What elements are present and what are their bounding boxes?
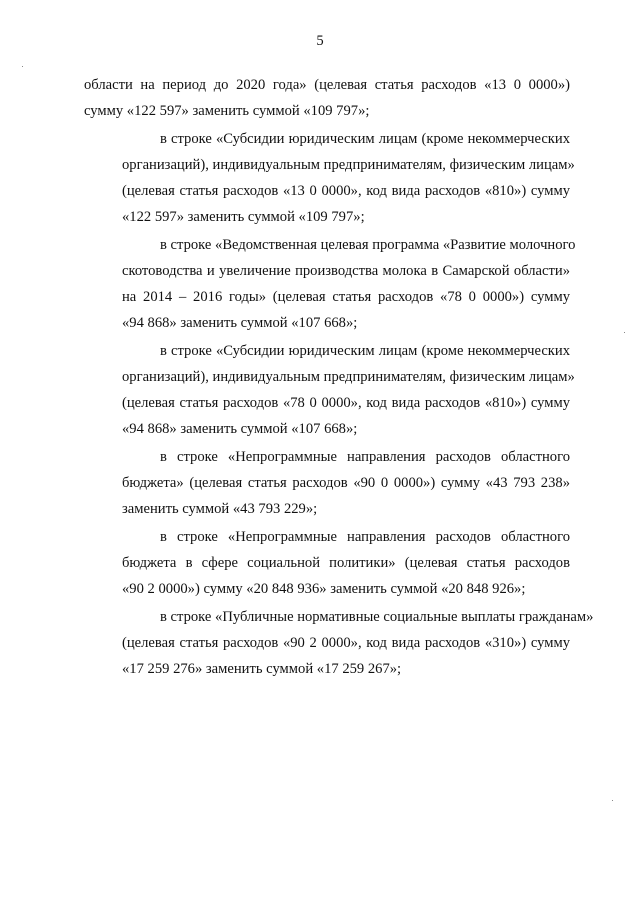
text-line: бюджета» (целевая статья расходов «90 0 0000») сумму «43 793 238» — [122, 475, 570, 491]
text-line: (целевая статья расходов «78 0 0000», код вида расходов «810») сумму — [122, 395, 570, 411]
text-line: бюджета в сфере социальной политики» (целевая статья расходов — [122, 555, 570, 571]
page-number: 5 — [316, 33, 324, 49]
text-line: области на период до 2020 года» (целевая статья расходов «13 0 0000») — [84, 77, 570, 93]
text-line: заменить суммой «43 793 229»; — [122, 501, 318, 517]
paragraph — [84, 72, 570, 124]
text-line: «122 597» заменить суммой «109 797»; — [122, 209, 365, 225]
paragraph — [84, 444, 570, 522]
scan-speck — [22, 66, 23, 67]
text-line: в строке «Непрограммные направления расходов областного — [160, 449, 570, 465]
text-line: «94 868» заменить суммой «107 668»; — [122, 421, 358, 437]
text-line: «17 259 276» заменить суммой «17 259 267»; — [122, 661, 402, 677]
text-line: в строке «Непрограммные направления расходов областного — [160, 529, 570, 545]
text-line: «94 868» заменить суммой «107 668»; — [122, 315, 358, 331]
text-line: организаций), индивидуальным предпринимателям, физическим лицам» — [122, 157, 575, 173]
paragraph — [84, 126, 575, 230]
paragraph — [84, 338, 575, 442]
text-line: скотоводства и увеличение производства молока в Самарской области» — [122, 263, 570, 279]
text-line: в строке «Публичные нормативные социальные выплаты гражданам» — [160, 609, 594, 625]
text-line: «90 2 0000») сумму «20 848 936» заменить суммой «20 848 926»; — [122, 581, 526, 597]
text-line: на 2014 – 2016 годы» (целевая статья расходов «78 0 0000») сумму — [122, 289, 570, 305]
text-line: сумму «122 597» заменить суммой «109 797»; — [84, 103, 370, 119]
text-line: организаций), индивидуальным предпринимателям, физическим лицам» — [122, 369, 575, 385]
paragraph — [84, 232, 576, 336]
document-body — [84, 72, 594, 684]
paragraph — [84, 604, 594, 682]
text-line: в строке «Субсидии юридическим лицам (кроме некоммерческих — [160, 131, 570, 147]
text-line: (целевая статья расходов «90 2 0000», код вида расходов «310») сумму — [122, 635, 570, 651]
scan-speck — [624, 332, 625, 333]
text-line: в строке «Субсидии юридическим лицам (кроме некоммерческих — [160, 343, 570, 359]
text-line: (целевая статья расходов «13 0 0000», код вида расходов «810») сумму — [122, 183, 570, 199]
scan-speck — [612, 800, 613, 801]
text-line: в строке «Ведомственная целевая программа «Развитие молочного — [160, 237, 576, 253]
paragraph — [84, 524, 570, 602]
